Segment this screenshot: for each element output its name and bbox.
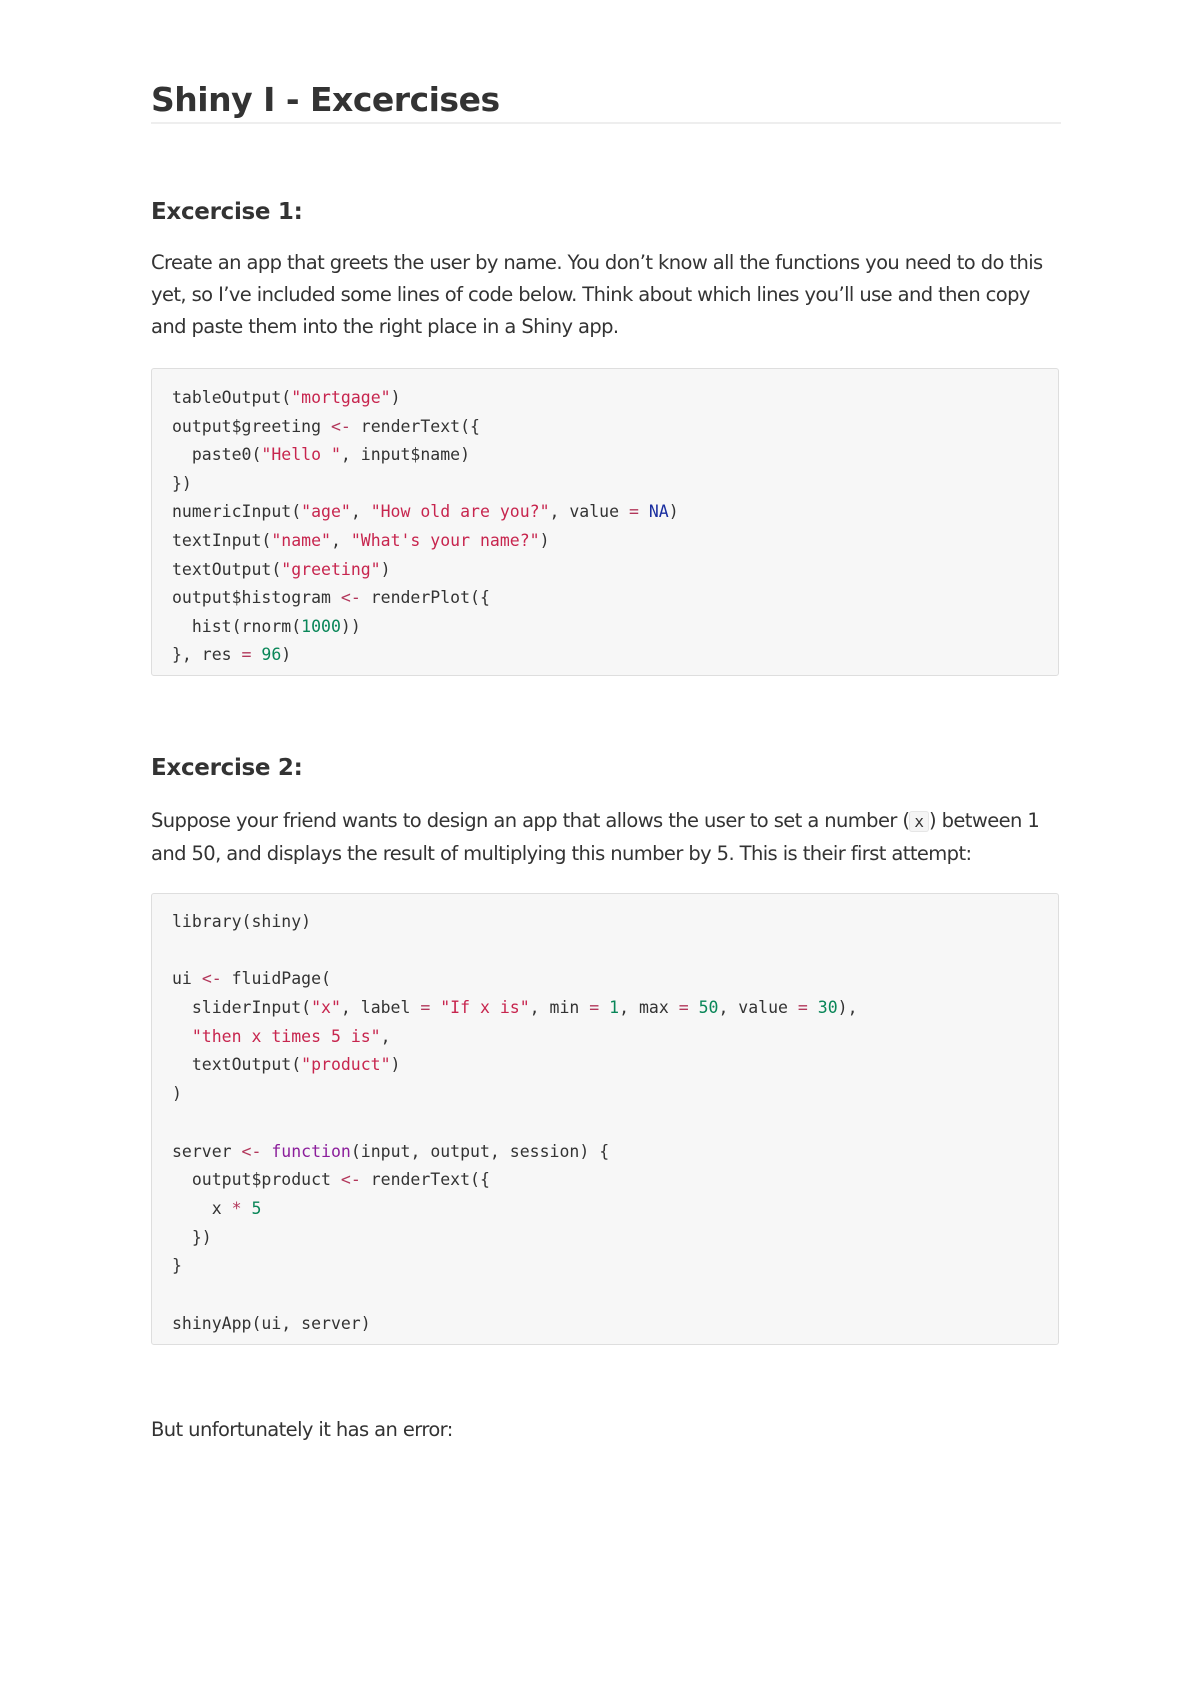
code-line — [172, 937, 1038, 966]
exercise-2-text-after: ) between 1 and 50, and displays the result of multiplying this number by 5. This is their first attempt: — [151, 809, 1040, 865]
code-line: output$product <- renderText({ — [172, 1170, 490, 1190]
code-line — [172, 1109, 1038, 1138]
code-line: }, res = 96) — [172, 645, 292, 665]
code-line: "then x times 5 is", — [191, 1026, 391, 1046]
code-line: textOutput("product") — [172, 1055, 401, 1075]
code-line: server <- function(input, output, session) { — [172, 1141, 610, 1161]
code-line: x * 5 — [172, 1198, 262, 1218]
code-line: sliderInput("x", label = "If x is", min = 1, max = 50, value = 30), — [172, 998, 858, 1018]
code-line: shinyApp(ui, server) — [172, 1313, 371, 1333]
section-heading-exercise-1: Excercise 1: — [151, 199, 303, 225]
page-title: Shiny I - Excercises — [151, 80, 500, 119]
code-line: tableOutput("mortgage") — [172, 388, 401, 407]
exercise-1-description: Create an app that greets the user by name. You don’t know all the functions you need to do this yet, so I’ve included some lines of code below. Think about which lines you’ll use and then copy and paste them into the right place in a Shiny app. — [151, 251, 1043, 338]
code-line: hist(rnorm(1000)) — [172, 616, 361, 636]
code-line: }) — [172, 473, 192, 493]
code-line: numericInput("age", "How old are you?", value = NA) — [172, 502, 679, 522]
section-heading-exercise-2: Excercise 2: — [151, 755, 303, 781]
code-line: output$greeting <- renderText({ — [172, 416, 480, 436]
code-block-exercise-2 — [151, 893, 1059, 1345]
code-line: }) — [172, 1227, 212, 1247]
code-line: paste0("Hello ", input$name) — [172, 445, 471, 465]
exercise-2-description — [151, 805, 1061, 870]
code-line: library(shiny) — [172, 912, 312, 931]
code-line: output$histogram <- renderPlot({ — [172, 588, 490, 608]
exercise-2-text-before: Suppose your friend wants to design an app that allows the user to set a number ( — [151, 809, 910, 832]
code-line: textOutput("greeting") — [172, 559, 391, 579]
code-line: ) — [172, 1084, 182, 1104]
inline-code-x: x — [909, 811, 929, 832]
title-divider — [151, 122, 1061, 124]
code-line: } — [172, 1256, 182, 1276]
code-block-exercise-1 — [151, 368, 1059, 676]
code-line: textInput("name", "What's your name?") — [172, 530, 550, 550]
closing-paragraph: But unfortunately it has an error: — [151, 1418, 453, 1441]
code-line — [172, 1281, 1038, 1310]
code-line: ui <- fluidPage( — [172, 969, 331, 989]
